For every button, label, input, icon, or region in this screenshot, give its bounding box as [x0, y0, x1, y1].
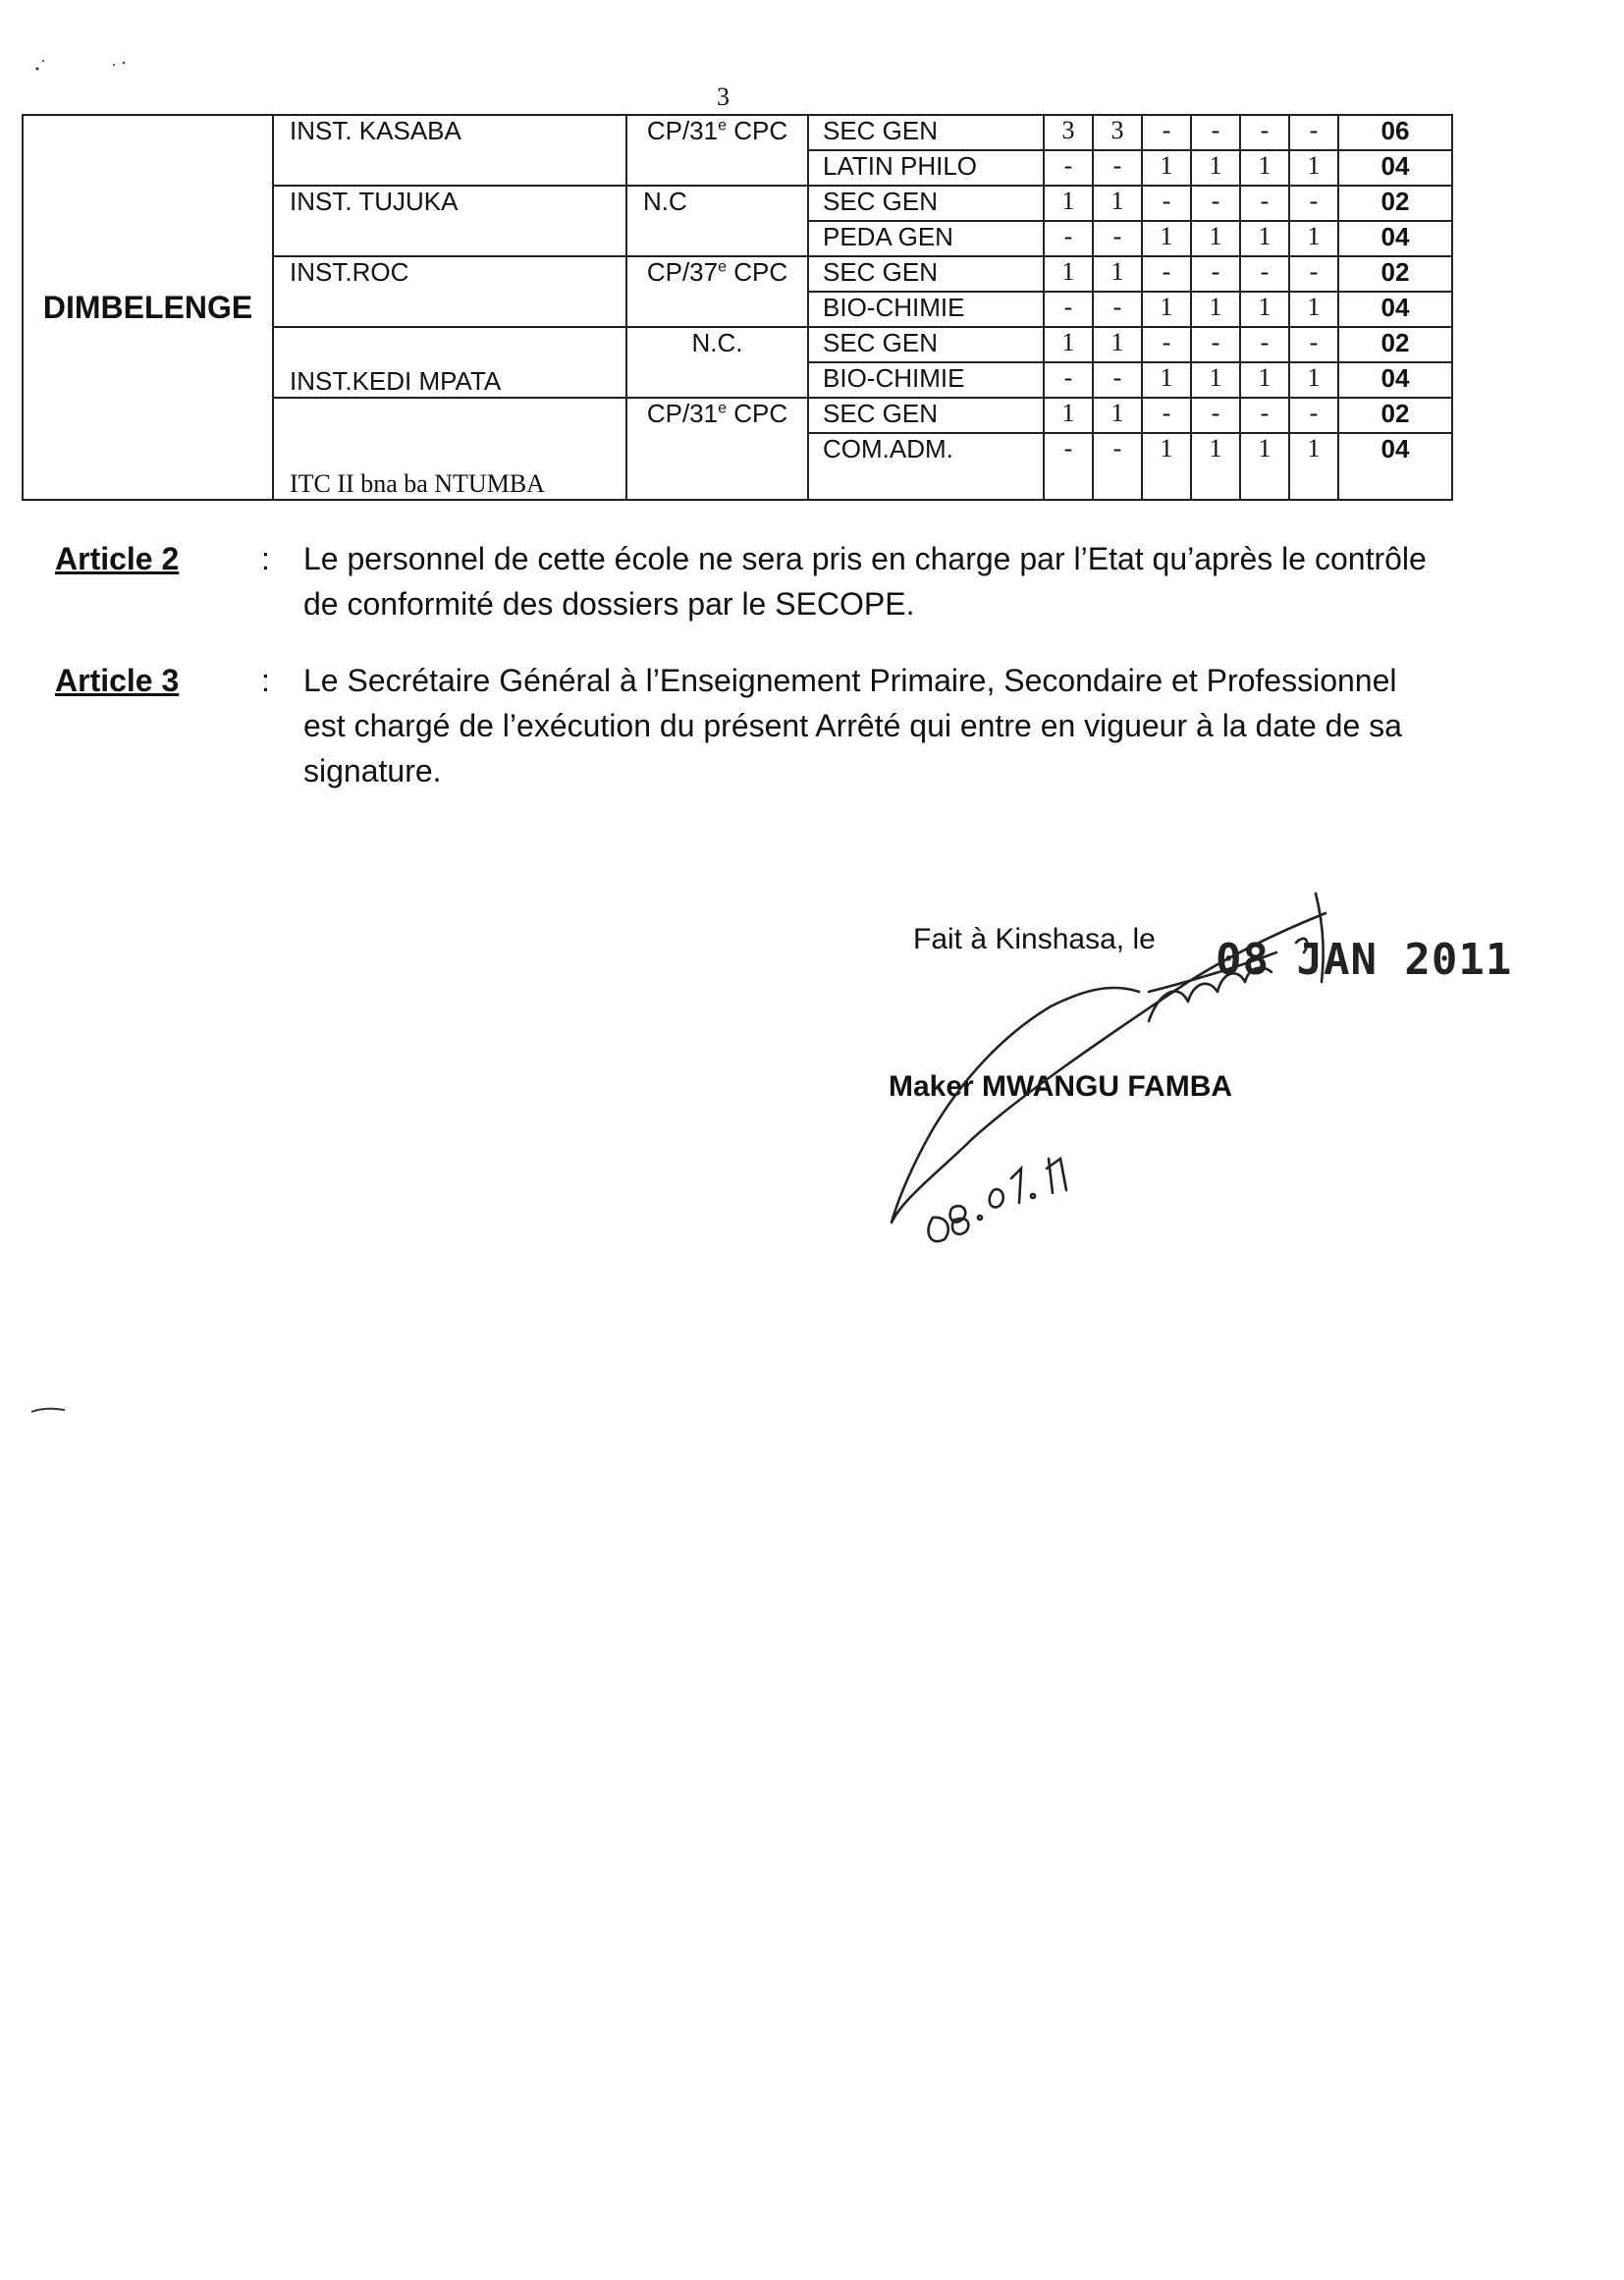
count-cell: 1 [1191, 292, 1240, 327]
count-cell: 1 [1191, 221, 1240, 256]
count-cell: - [1093, 362, 1142, 398]
count-cell: 1 [1240, 362, 1289, 398]
count-cell: 1 [1093, 327, 1142, 362]
school-name: INST.KEDI MPATA [273, 327, 626, 398]
count-cell: - [1289, 256, 1338, 292]
total-cell: 04 [1338, 150, 1452, 186]
count-cell: 1 [1240, 433, 1289, 500]
place-date-label: Fait à Kinshasa, le [913, 923, 1156, 955]
count-cell: 1 [1240, 221, 1289, 256]
count-cell: - [1142, 186, 1191, 221]
count-cell: 1 [1289, 433, 1338, 500]
count-cell: 1 [1191, 150, 1240, 186]
count-cell: - [1044, 292, 1093, 327]
date-stamp: 08 JAN 2011 [1216, 935, 1513, 985]
total-cell: 04 [1338, 221, 1452, 256]
count-cell: - [1044, 221, 1093, 256]
section-name: SEC GEN [808, 398, 1044, 433]
count-cell: - [1142, 115, 1191, 150]
count-cell: - [1240, 186, 1289, 221]
count-cell: 1 [1044, 327, 1093, 362]
count-cell: 3 [1044, 115, 1093, 150]
count-cell: 1 [1142, 221, 1191, 256]
scan-dash-icon [29, 1404, 69, 1416]
school-statut: N.C. [626, 327, 808, 398]
total-cell: 02 [1338, 256, 1452, 292]
count-cell: - [1044, 150, 1093, 186]
count-cell: 1 [1289, 362, 1338, 398]
count-cell: 1 [1142, 292, 1191, 327]
count-cell: - [1191, 115, 1240, 150]
section-name: SEC GEN [808, 186, 1044, 221]
count-cell: - [1240, 398, 1289, 433]
signatory-name: Maker MWANGU FAMBA [889, 1070, 1233, 1103]
total-cell: 04 [1338, 292, 1452, 327]
scan-speck-icon [29, 49, 147, 79]
count-cell: - [1240, 256, 1289, 292]
handwritten-signature-icon [864, 874, 1375, 1296]
total-cell: 06 [1338, 115, 1452, 150]
count-cell: - [1093, 292, 1142, 327]
count-cell: 1 [1142, 362, 1191, 398]
count-cell: 1 [1044, 186, 1093, 221]
count-cell: 1 [1191, 362, 1240, 398]
page-number: 3 [717, 82, 730, 111]
count-cell: - [1093, 221, 1142, 256]
total-cell: 02 [1338, 327, 1452, 362]
section-name: SEC GEN [808, 256, 1044, 292]
count-cell: 1 [1093, 398, 1142, 433]
school-statut: CP/31e CPC [626, 115, 808, 186]
count-cell: 1 [1044, 398, 1093, 433]
count-cell: 1 [1240, 292, 1289, 327]
school-statut: N.C [626, 186, 808, 256]
total-cell: 02 [1338, 186, 1452, 221]
count-cell: - [1191, 186, 1240, 221]
count-cell: - [1093, 150, 1142, 186]
count-cell: - [1142, 398, 1191, 433]
article-3-label: Article 3 [55, 663, 180, 698]
count-cell: 1 [1289, 292, 1338, 327]
school-name: ITC II bna ba NTUMBA [273, 398, 626, 500]
count-cell: - [1191, 256, 1240, 292]
article-3-colon: : [261, 663, 270, 698]
count-cell: 1 [1093, 256, 1142, 292]
schools-table [22, 114, 1453, 501]
district-name: DIMBELENGE [23, 115, 273, 500]
count-cell: 1 [1191, 433, 1240, 500]
school-name: INST. TUJUKA [273, 186, 626, 256]
count-cell: 1 [1142, 433, 1191, 500]
count-cell: - [1191, 327, 1240, 362]
count-cell: - [1289, 327, 1338, 362]
count-cell: - [1289, 115, 1338, 150]
section-name: COM.ADM. [808, 433, 1044, 500]
total-cell: 04 [1338, 362, 1452, 398]
section-name: BIO-CHIMIE [808, 292, 1044, 327]
article-2-text: Le personnel de cette école ne sera pris en charge par l’Etat qu’après le contrôle de conformité des dossiers par le SECOPE. [303, 541, 1427, 622]
count-cell: 1 [1289, 150, 1338, 186]
count-cell: - [1142, 327, 1191, 362]
school-name: INST. KASABA [273, 115, 626, 186]
section-name: BIO-CHIMIE [808, 362, 1044, 398]
article-3-text: Le Secrétaire Général à l’Enseignement Primaire, Secondaire et Professionnel est chargé de l’exécution du présent Arrêté qui entre en vigueur à la date de sa signature. [303, 663, 1402, 788]
count-cell: 3 [1093, 115, 1142, 150]
count-cell: 1 [1289, 221, 1338, 256]
school-statut: CP/31e CPC [626, 398, 808, 500]
school-name: INST.ROC [273, 256, 626, 327]
count-cell: 1 [1240, 150, 1289, 186]
count-cell: - [1093, 433, 1142, 500]
article-2-label: Article 2 [55, 541, 180, 576]
count-cell: 1 [1093, 186, 1142, 221]
total-cell: 04 [1338, 433, 1452, 500]
count-cell: - [1240, 115, 1289, 150]
school-statut: CP/37e CPC [626, 256, 808, 327]
total-cell: 02 [1338, 398, 1452, 433]
count-cell: - [1044, 362, 1093, 398]
section-name: SEC GEN [808, 327, 1044, 362]
count-cell: - [1142, 256, 1191, 292]
count-cell: - [1289, 398, 1338, 433]
count-cell: 1 [1044, 256, 1093, 292]
table-row [23, 115, 1452, 150]
count-cell: - [1191, 398, 1240, 433]
article-2-colon: : [261, 541, 270, 576]
count-cell: - [1289, 186, 1338, 221]
section-name: LATIN PHILO [808, 150, 1044, 186]
count-cell: - [1044, 433, 1093, 500]
count-cell: - [1240, 327, 1289, 362]
section-name: PEDA GEN [808, 221, 1044, 256]
count-cell: 1 [1142, 150, 1191, 186]
section-name: SEC GEN [808, 115, 1044, 150]
